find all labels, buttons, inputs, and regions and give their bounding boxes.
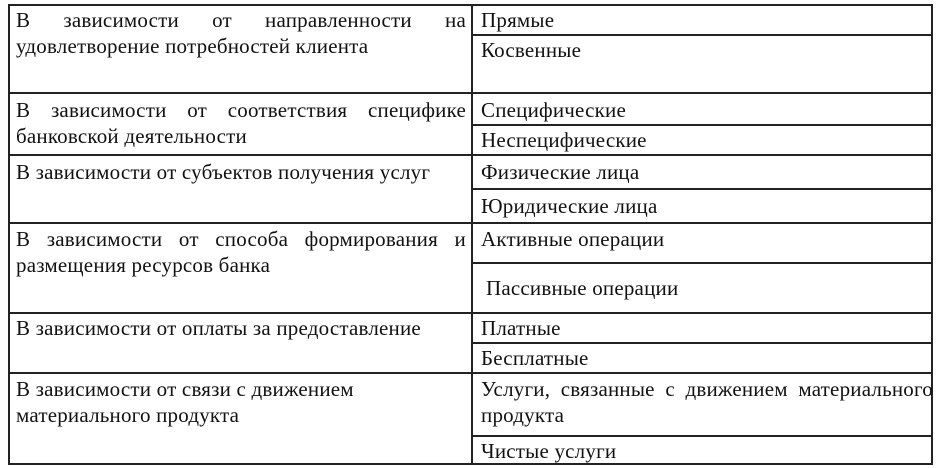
subrow-divider bbox=[471, 435, 933, 437]
table-border-top bbox=[8, 4, 933, 6]
type-cell: Косвенные bbox=[481, 38, 582, 62]
subrow-divider bbox=[471, 188, 933, 190]
type-cell: Платные bbox=[481, 316, 561, 340]
row-divider bbox=[8, 222, 933, 224]
criterion-cell: В зависимости от субъектов получения услуг bbox=[16, 160, 431, 184]
table-column-divider bbox=[471, 4, 473, 465]
type-cell: Пассивные операции bbox=[486, 276, 679, 300]
table-border-left bbox=[8, 4, 10, 465]
classification-table bbox=[8, 4, 933, 465]
subrow-divider bbox=[471, 342, 933, 344]
criterion-cell: В зависимости от способа формирования и размещения ресурсов банка bbox=[16, 227, 466, 277]
subrow-divider bbox=[471, 124, 933, 126]
type-cell: Физические лица bbox=[481, 160, 640, 184]
type-cell: Неспецифические bbox=[481, 128, 647, 152]
type-cell: Чистые услуги bbox=[481, 439, 617, 463]
type-cell: Юридические лица bbox=[481, 194, 658, 218]
type-cell: Услуги, связанные с движением материального продукта bbox=[481, 377, 933, 427]
criterion-cell: В зависимости от направленности на удовлетворение потребностей клиента bbox=[16, 8, 466, 58]
type-cell: Прямые bbox=[481, 8, 555, 32]
row-divider bbox=[8, 312, 933, 314]
subrow-divider bbox=[471, 262, 933, 264]
type-cell: Специфические bbox=[481, 98, 626, 122]
type-cell: Активные операции bbox=[481, 227, 665, 251]
row-divider bbox=[8, 92, 933, 94]
type-cell: Бесплатные bbox=[481, 346, 589, 370]
criterion-cell: В зависимости от соответствия специфике банковской деятельности bbox=[16, 98, 466, 148]
criterion-cell: В зависимости от связи с движением материального продукта bbox=[16, 377, 354, 427]
criterion-cell: В зависимости от оплаты за предоставление bbox=[16, 316, 421, 340]
subrow-divider bbox=[471, 34, 933, 36]
row-divider bbox=[8, 154, 933, 156]
row-divider bbox=[8, 372, 933, 374]
